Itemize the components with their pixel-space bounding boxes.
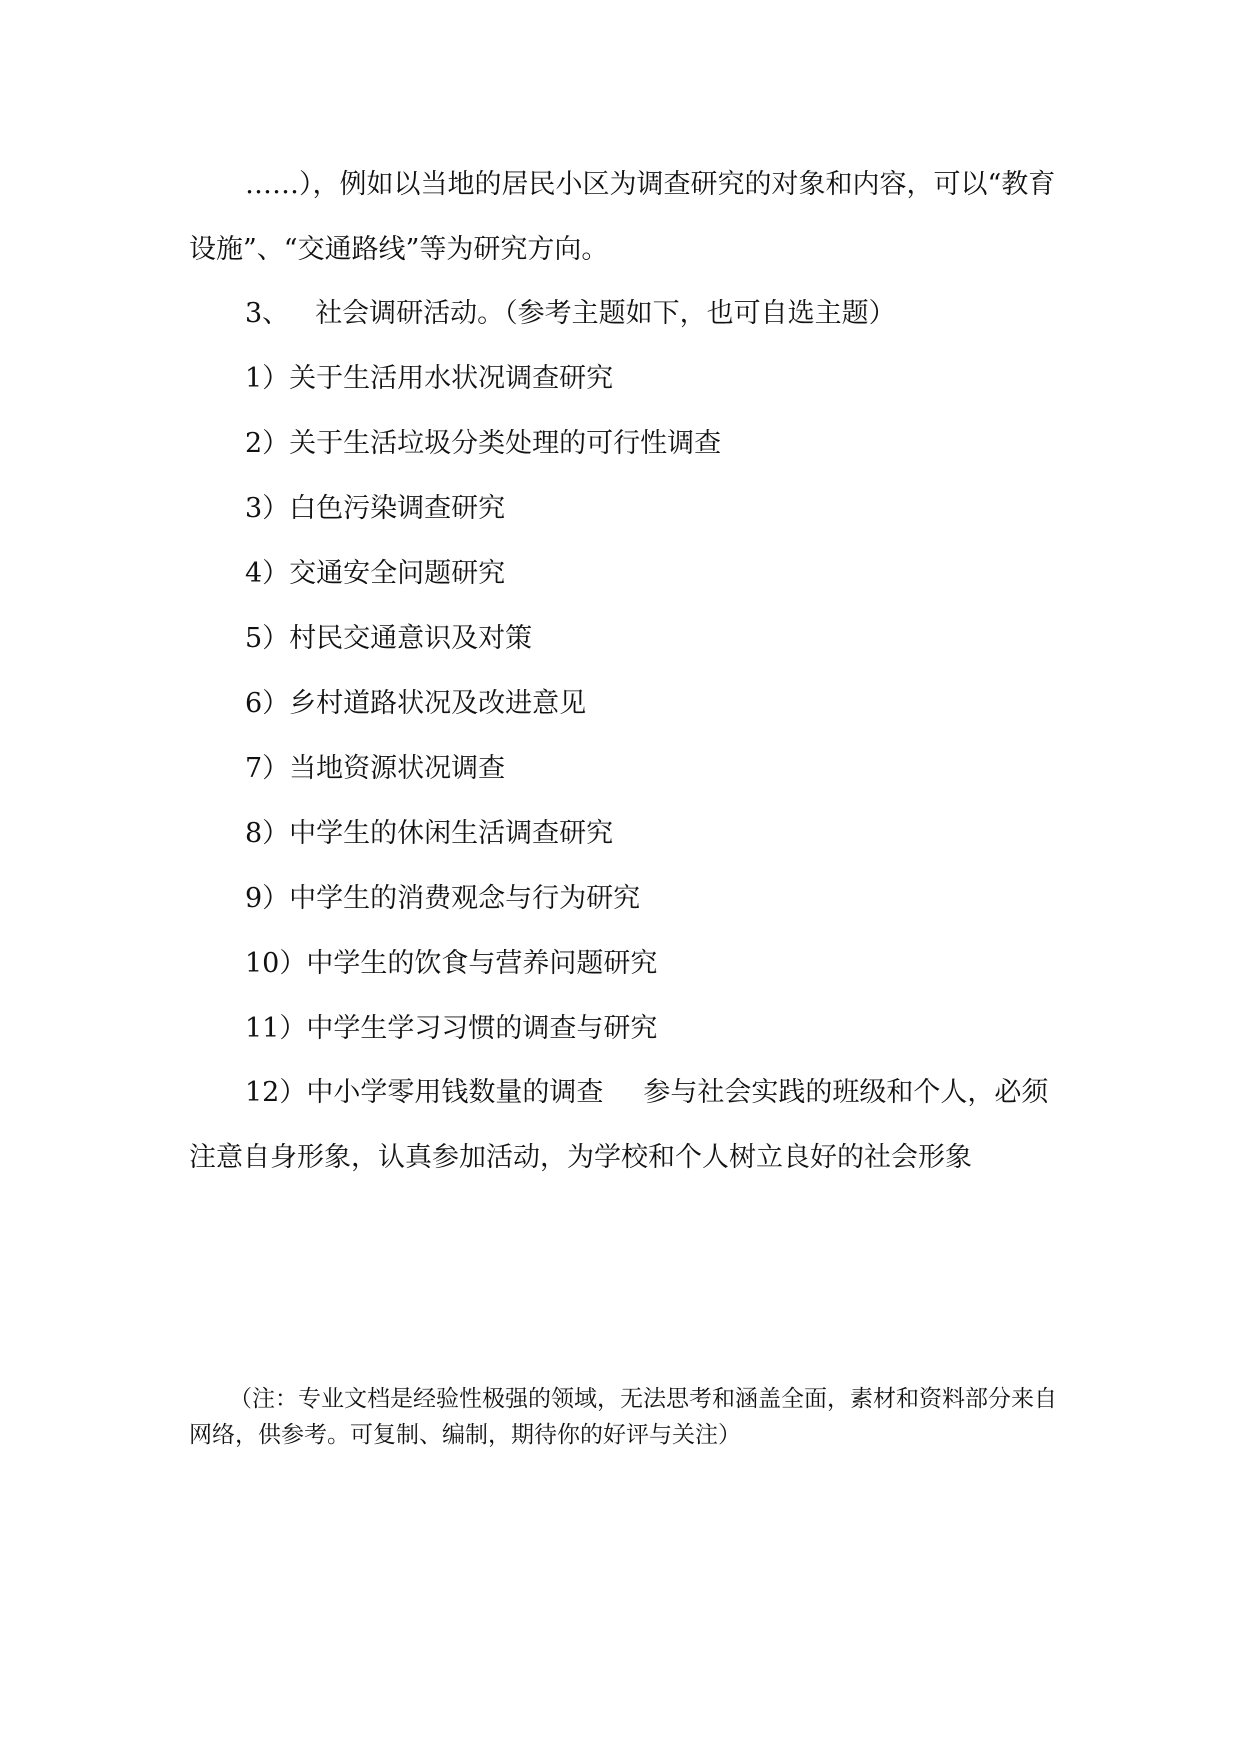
intro-paragraph: ……），例如以当地的居民小区为调查研究的对象和内容，可以“教育设施”、“交通路线”等为研究方向。 xyxy=(189,169,1056,265)
list-item: 9）中学生的消费观念与行为研究 xyxy=(245,883,641,914)
list-item: 3）白色污染调查研究 xyxy=(245,493,506,524)
list-item: 4）交通安全问题研究 xyxy=(245,558,506,589)
section-heading-number: 3、 xyxy=(245,298,290,329)
list-item: 10）中学生的饮食与营养问题研究 xyxy=(245,948,658,979)
list-item: 7）当地资源状况调查 xyxy=(245,753,506,784)
final-topic: 12）中小学零用钱数量的调查 xyxy=(245,1077,604,1108)
topic-list xyxy=(189,281,1057,1061)
final-paragraph-text: 参与社会实践的班级和个人，必须注意自身形象，认真参加活动，为学校和个人树立良好的社会形象 xyxy=(189,1077,1049,1173)
list-item: 11）中学生学习习惯的调查与研究 xyxy=(245,1013,658,1044)
list-item: 2）关于生活垃圾分类处理的可行性调查 xyxy=(245,428,722,459)
list-item: 6）乡村道路状况及改进意见 xyxy=(245,688,587,719)
list-item: 5）村民交通意识及对策 xyxy=(245,623,533,654)
section-heading-text: 社会调研活动。（参考主题如下，也可自选主题） xyxy=(315,298,896,329)
footnote: （注：专业文档是经验性极强的领域，无法思考和涵盖全面，素材和资料部分来自网络，供参考。可复制、编制，期待你的好评与关注） xyxy=(189,1386,1057,1448)
final-paragraph xyxy=(189,1060,1057,1190)
list-item: 8）中学生的休闲生活调查研究 xyxy=(245,818,614,849)
section-heading xyxy=(189,281,1057,346)
list-item: 1）关于生活用水状况调查研究 xyxy=(245,363,614,394)
